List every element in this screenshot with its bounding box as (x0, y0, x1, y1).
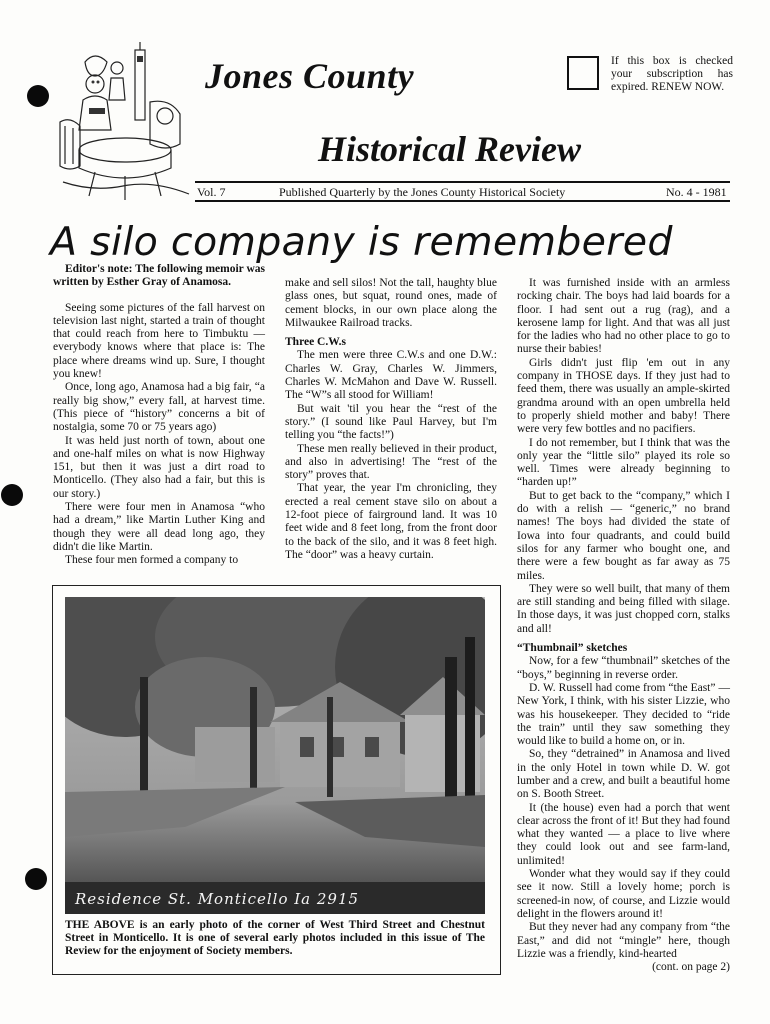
paragraph: There were four men in Anamosa “who had a dream,” like Martin Luther King and though they were all dead long ago, they didn't die like Martin. (53, 501, 265, 553)
punch-hole-bottom (25, 868, 47, 890)
paragraph: It was furnished inside with an armless rocking chair. The boys had laid boards for a floor. I had sent out a rug (rag), and a kerosene lamp for light. And that was all just for the ladies who had no other place to go to nurse their babies! (517, 277, 730, 356)
issue-number: No. 4 - 1981 (666, 185, 727, 199)
paragraph: D. W. Russell had come from “the East” — New York, I think, with his sister Lizzie, who was his housekeeper. They decided to “ride the train” until they saw something they would like to build a home on, or in. (517, 681, 730, 748)
paragraph: Now, for a few “thumbnail” sketches of the “boys,” beginning in reverse order. (517, 655, 730, 681)
photo-caption: THE ABOVE is an early photo of the corner of West Third Street and Chestnut Street in Monticello. It is one of several early photos included in this issue of The Review for the enjoyment of Society members. (65, 919, 485, 957)
publisher-line: Published Quarterly by the Jones County Historical Society (279, 185, 566, 199)
paragraph: They were so well built, that many of them are still standing and being filled with silage. In those days, it was just chopped corn, stalks and all! (517, 582, 730, 635)
paragraph: So, they “detrained” in Anamosa and lived in the only Hotel in town while D. W. got lumber and a crew, and built a beautiful home on S. Booth Street. (517, 748, 730, 801)
paragraph: But they never had any company from “the East,” and did not “mingle” here, though Lizzie was a friendly, kind-hearted (517, 921, 730, 960)
punch-hole-top (27, 85, 49, 107)
paragraph: That year, the year I'm chronicling, they erected a real cement stave silo on about a 12-foot piece of fairground land. It was 10 feet wide and 8 feet long, from the front door to the back of the silo, and it was 8 feet high. The “door” was a heavy curtain. (285, 482, 497, 561)
masthead-rule-top (195, 181, 730, 183)
renewal-notice: If this box is checked your subscription has expired. RENEW NOW. (611, 55, 733, 93)
paragraph: Once, long ago, Anamosa had a big fair, “a really big show,” every fall, at harvest time. (This piece of “history” concerns a bit of nostalgia, some 70 or 75 years ago) (53, 381, 265, 434)
paragraph: But wait 'til you hear the “rest of the story.” (I sound like Paul Harvey, but I'm telling you “the facts!”) (285, 402, 497, 442)
article-column-2 (285, 277, 497, 562)
article-column-3 (517, 277, 730, 974)
masthead-rule-bottom (195, 200, 730, 202)
article-column-1 (53, 263, 265, 568)
paragraph: Wonder what they would say if they could see it now. Still a lovely home; porch is screened-in now, of course, and Lizzie would delight in the flowers around it! (517, 868, 730, 920)
paragraph: I do not remember, but I think that was the only year the “little silo” played its role so well. Times were already beginning to “harden up!” (517, 436, 730, 489)
renewal-checkbox (567, 56, 599, 90)
paragraph: But to get back to the “company,” which I do with a relish — “generic,” no brand names! The boys had divided the state of Iowa into four quadrants, and could build silos for any farmer who bought one, and there were a few bought as far away as 75 miles. (517, 489, 730, 582)
subheading-thumbnail-sketches: “Thumbnail” sketches (517, 642, 628, 655)
article-headline: A silo company is remembered (50, 219, 673, 265)
newsletter-title-line1: Jones County (205, 56, 415, 96)
paragraph: These men really believed in their product, and also in advertising! The “rest of the story” proves that. (285, 442, 497, 482)
editors-note: Editor's note: The following memoir was written by Esther Gray of Anamosa. (53, 263, 265, 289)
subheading-three-cws: Three C.W.s (285, 336, 347, 349)
newsletter-title-line2: Historical Review (318, 129, 581, 169)
paragraph: These four men formed a company to (65, 554, 239, 567)
paragraph: Seeing some pictures of the fall harvest on television last night, started a train of thought that could reach from here to Timbuktu — everybody knows where that place is: The place where dreams wind up. Sure, I thought you knew! (53, 301, 265, 381)
masthead-illustration (55, 42, 195, 202)
punch-hole-middle (1, 484, 23, 506)
paragraph: make and sell silos! Not the tall, haughty blue glass ones, but squat, round ones, made of cement blocks, in our own place along the Milwaukee Railroad tracks. (285, 277, 497, 329)
paragraph: It (the house) even had a porch that went clear across the front of it! But they had found what they wanted — a place to live where they could look out and see farm-land, unlimited! (517, 801, 731, 867)
volume-number: Vol. 7 (197, 185, 226, 199)
paragraph: Girls didn't just flip 'em out in any company in THOSE days. If they just had to feed them, there was usually an ample-skirted grandma around with an open umbrella held to properly shield mother and baby! There were very few bottles and no pacifiers. (517, 356, 730, 436)
photo-handwritten-label: Residence St. Monticello Ia 2915 (75, 890, 360, 908)
street-scene-image (65, 597, 485, 914)
continuation-note: (cont. on page 2) (652, 961, 730, 974)
paragraph: The men were three C.W.s and one D.W.: Charles W. Gray, Charles W. Jimmers, Charles W. McMahon and Dave W. Russell. The “W”s all stood for William! (285, 349, 497, 402)
historic-street-photo (65, 597, 485, 914)
paragraph: It was held just north of town, about one and one-half miles on what is now Highway 151, but then it was just a dirt road to Monticello. (They also had a fair, but this is our story.) (53, 434, 265, 500)
